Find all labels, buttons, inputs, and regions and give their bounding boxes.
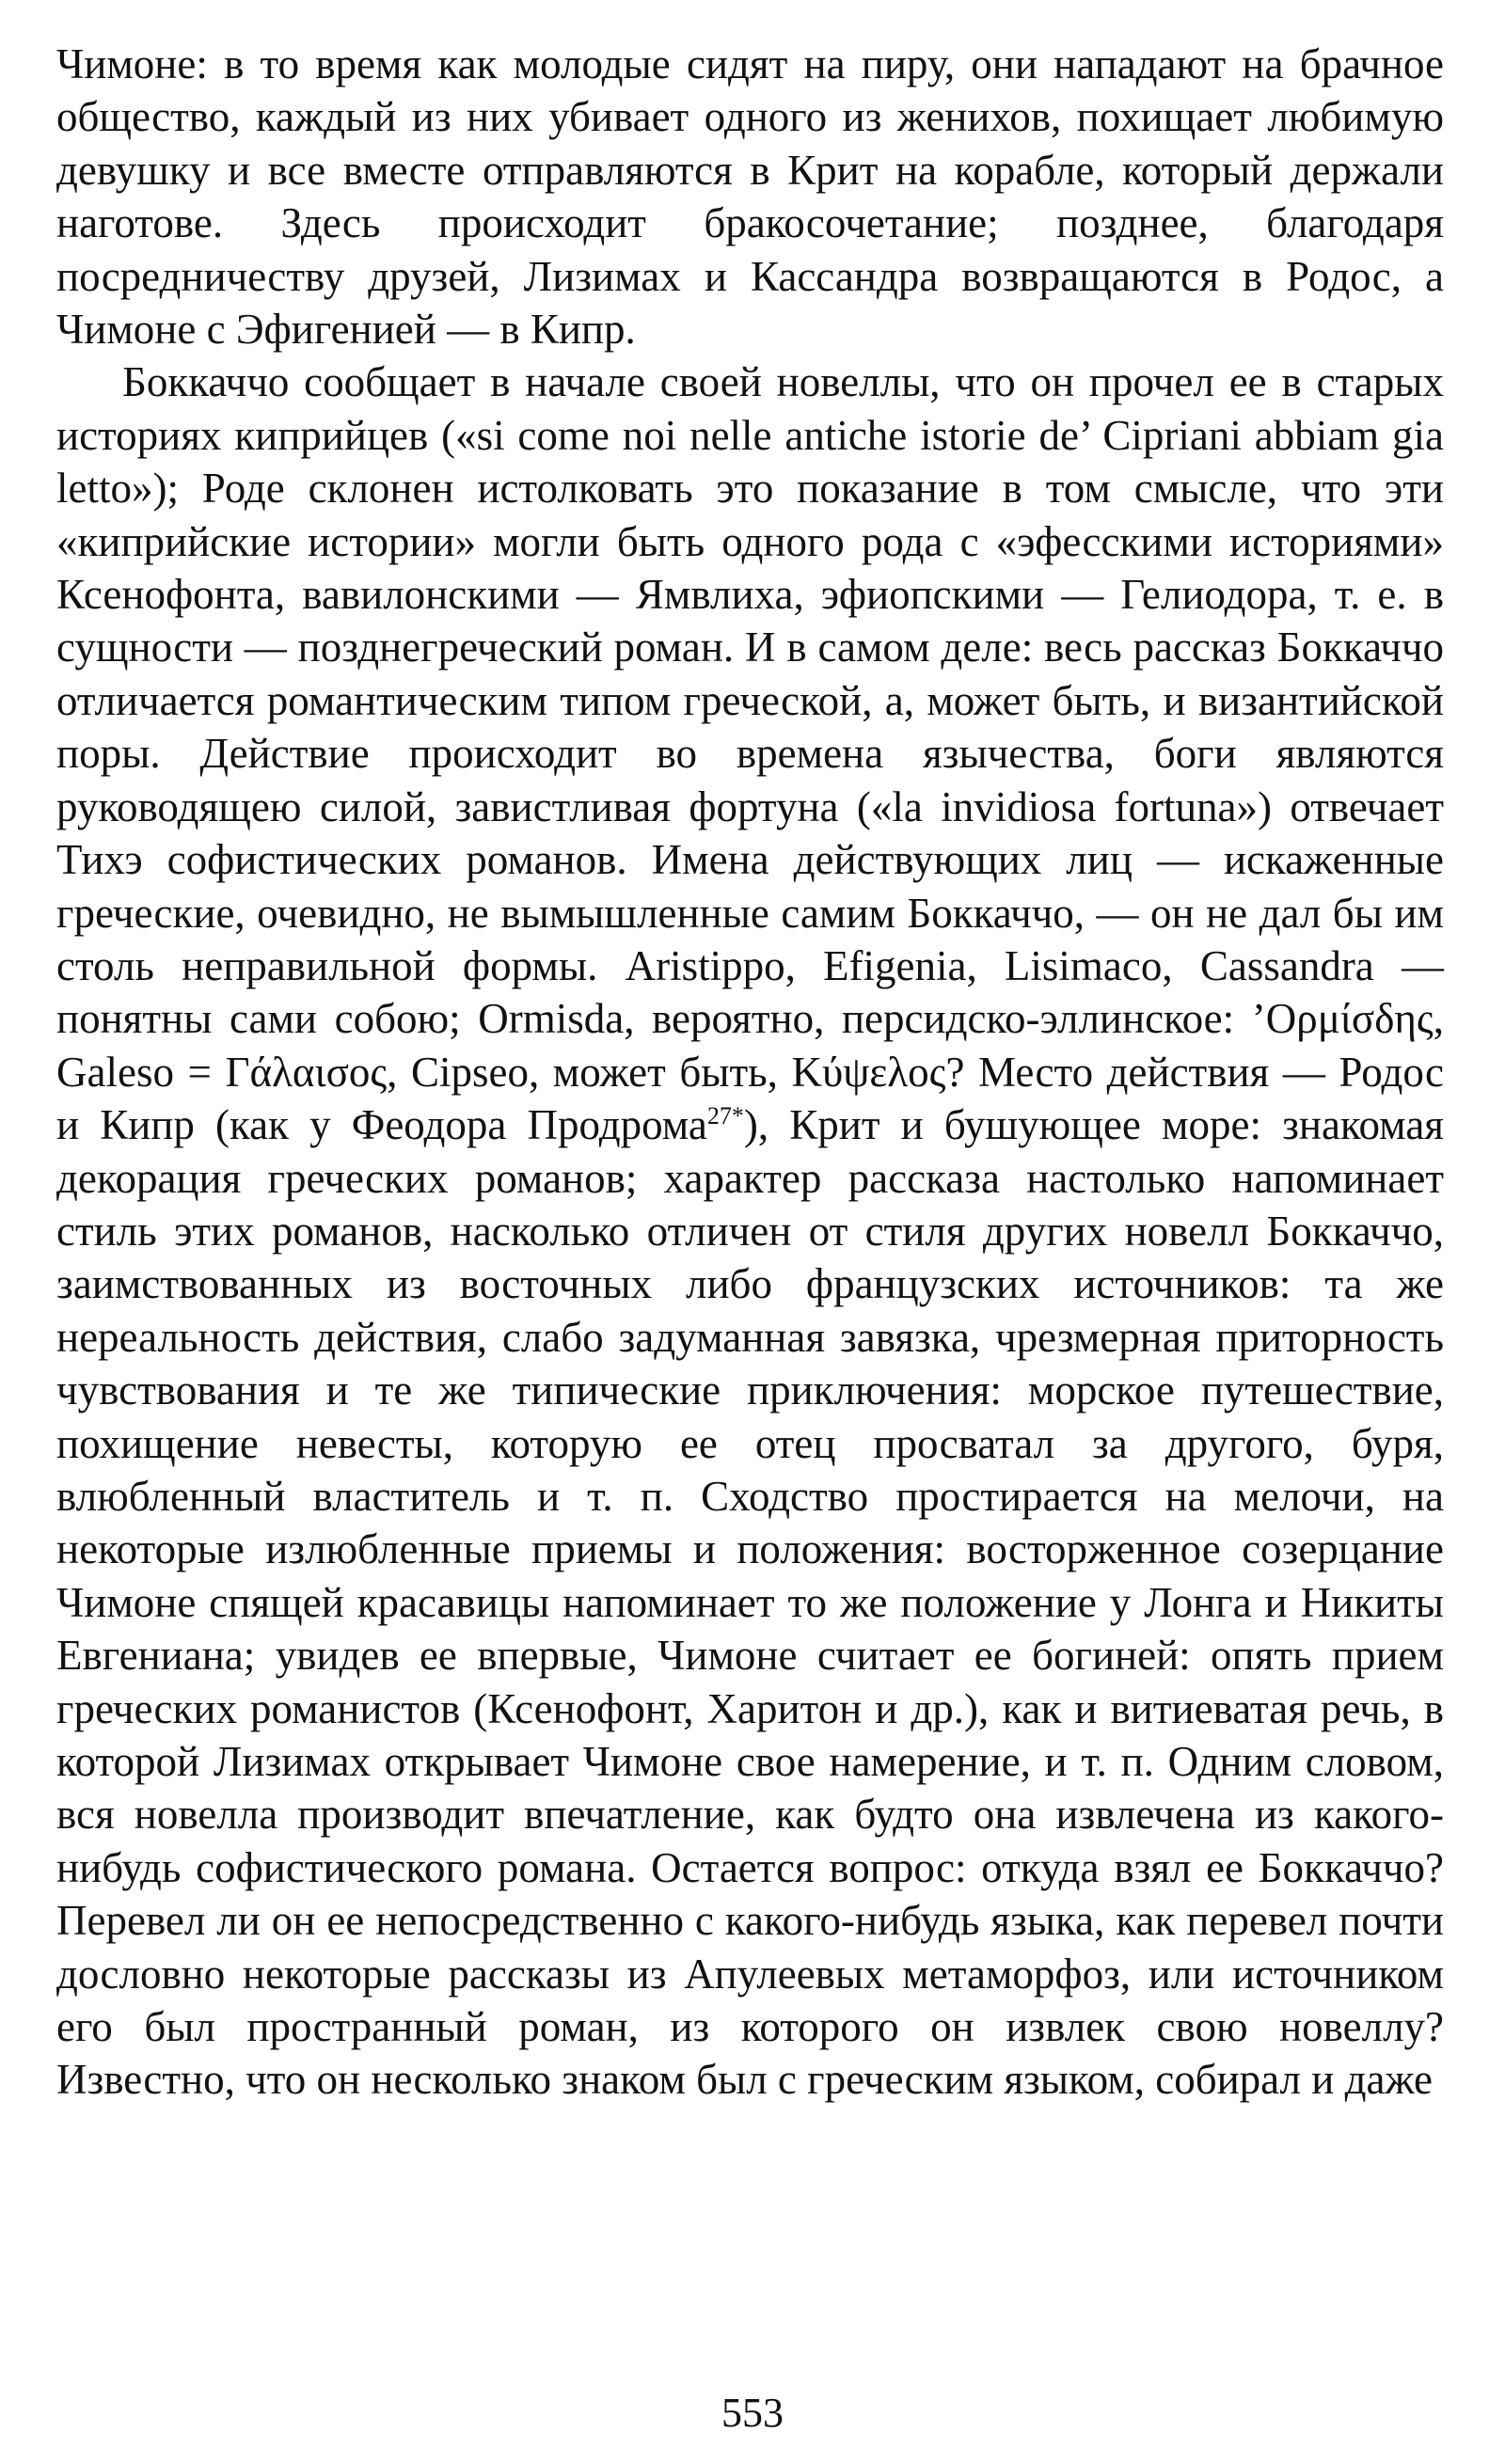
paragraph-2 [56, 355, 1444, 2106]
page-number: 553 [721, 2390, 784, 2436]
footnote-reference: 27* [706, 1102, 744, 1130]
paragraph-2-text-before-footnote: Боккаччо сообщает в начале своей новеллы, что он прочел ее в старых историях киприйцев («si come noi nelle antiche istorie de’ Cipriani abbiam gia letto»); Роде склонен истолковать это показание в том смысле, что эти «киприйские истории» могли быть одного рода с «эфесскими историями» Ксенофонта, вавилонскими — Ямвлиха, эфиопскими — Гелиодора, т. е. в сущности — позднегреческий роман. И в самом деле: весь рассказ Боккаччо отличается романтическим типом греческой, а, может быть, и византийской поры. Действие происходит во времена язычества, боги являются руководящею силой, завистливая фортуна («la invidiosa fortuna») отвечает Тихэ софистических романов. Имена действующих лиц — искаженные греческие, очевидно, не вымышленные самим Боккаччо, — он не дал бы им столь неправильной формы. Aristippo, Efigenia, Lisimaco, Cassandra — понятны сами собою; Ormisda, вероятно, персидско-эллинское: ’Ορμίσδης, Galeso = Γάλαισος, Cipseo, может быть, Κύψελος? Место действия — Родос и Кипр (как у Феодора Продрома [56, 358, 1444, 1149]
paragraph-2-text-after-footnote: ), Крит и бушующее море: знакомая декорация греческих романов; характер рассказа настолько напоминает стиль этих романов, насколько отличен от стиля других новелл Боккаччо, заимствованных из восточных либо французских источников: та же нереальность действия, слабо задуманная завязка, чрезмерная приторность чувствования и те же типические приключения: морское путешествие, похищение невесты, которую ее отец просватал за другого, буря, влюбленный властитель и т. п. Сходство простирается на мелочи, на некоторые излюбленные приемы и положения: восторженное созерцание Чимоне спящей красавицы напоминает то же положение у Лонга и Никиты Евгениана; увидев ее впервые, Чимоне считает ее богиней: опять прием греческих романистов (Ксенофонт, Харитон и др.), как и витиеватая речь, в которой Лизимах открывает Чимоне свое намерение, и т. п. Одним словом, вся новелла производит впечатление, как будто она извлечена из какого-нибудь софистического романа. Остается вопрос: откуда взял ее Боккаччо? Перевел ли он ее непосредственно с какого-нибудь языка, как перевел почти дословно некоторые рассказы из Апулеевых метаморфоз, или источником его был пространный роман, из которого он извлек свою новеллу? Известно, что он несколько знаком был с греческим языком, собирал и даже [56, 1101, 1444, 2104]
page-body [56, 38, 1444, 2107]
paragraph-1: Чимоне: в то время как молодые сидят на пиру, они нападают на брачное общество, каждый из них убивает одного из женихов, похищает любимую девушку и все вместе отправляются в Крит на корабле, который держали наготове. Здесь происходит бракосочетание; позднее, благодаря посредничеству друзей, Лизимах и Кассандра возвращаются в Родос, а Чимоне с Эфигенией — в Кипр. [56, 40, 1444, 354]
